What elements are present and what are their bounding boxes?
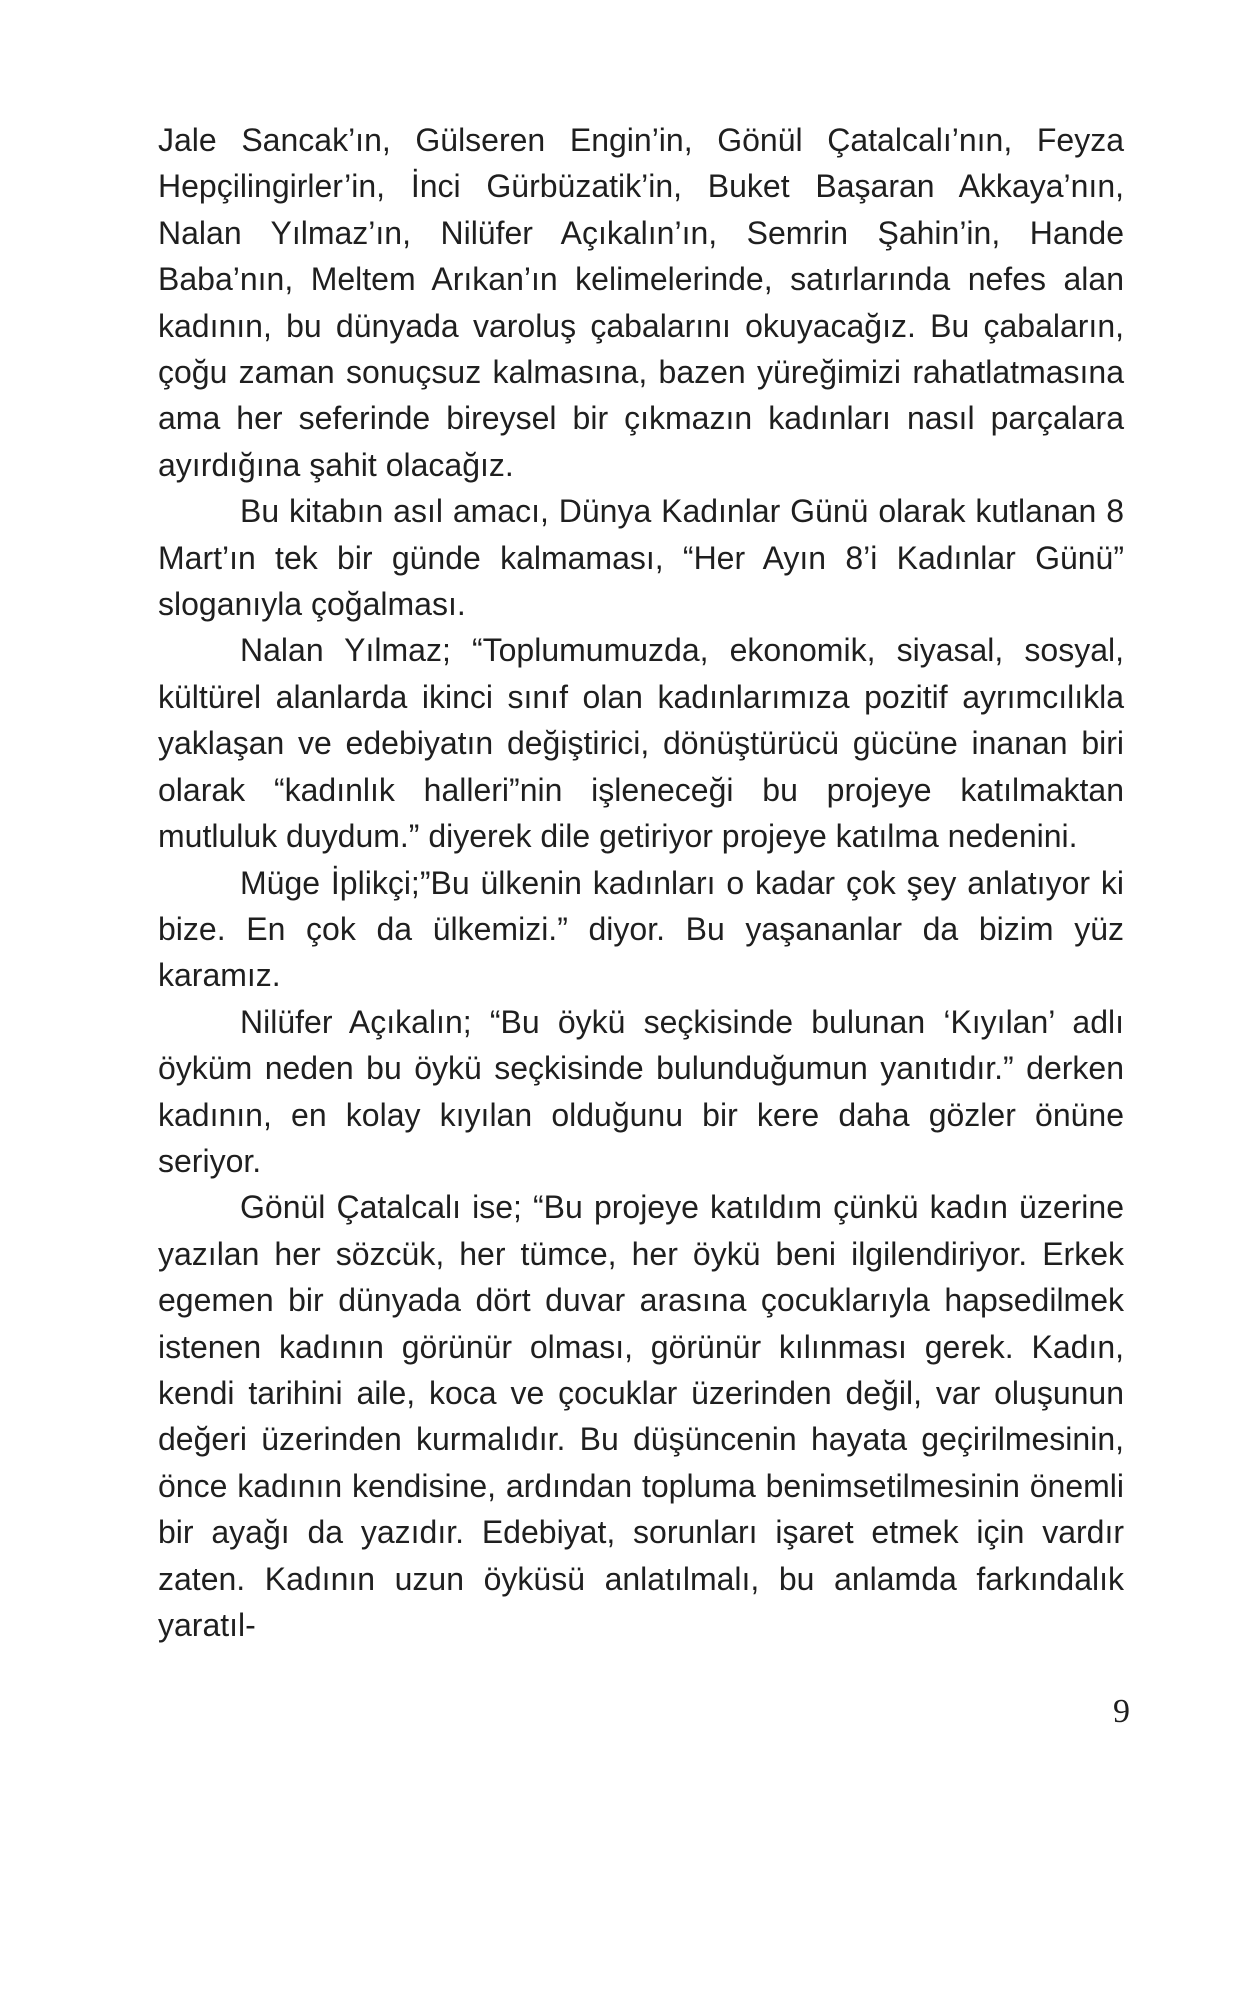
paragraph-contributors: Jale Sancak’ın, Gülseren Engin’in, Gönül Çatalcalı’nın, Feyza Hepçilingirler’in, İnci Gürbüzatik’in, Buket Başaran Akkaya’nın, Nalan Yılmaz’ın, Nilüfer Açıkalın’ın, Semrin Şahin’in, Hande Baba’nın, Meltem Arıkan’ın kelimelerinde, satırlarında nefes alan kadının, bu dünyada varoluş çabalarını okuyacağız. Bu çabaların, çoğu zaman sonuçsuz kalmasına, bazen yüreğimizi rahatlatmasına ama her seferinde bireysel bir çıkmazın kadınları nasıl parçalara ayırdığına şahit olacağız. (158, 122, 1124, 483)
paragraph-book-purpose: Bu kitabın asıl amacı, Dünya Kadınlar Günü olarak kutlanan 8 Mart’ın tek bir günde kalmaması, “Her Ayın 8’i Kadınlar Günü” sloganıyla çoğalması. (158, 493, 1124, 623)
paragraph-gonul-catalcali-quote: Gönül Çatalcalı ise; “Bu projeye katıldım çünkü kadın üzerine yazılan her sözcük, her tümce, her öykü beni ilgilendiriyor. Erkek egemen bir dünyada dört duvar arasına çocuklarıyla hapsedilmek istenen kadının görünür olması, görünür kılınması gerek. Kadın, kendi tarihini aile, koca ve çocuklar üzerinden değil, var oluşunun değeri üzerinden kurmalıdır. Bu düşüncenin hayata geçirilmesinin, önce kadının kendisine, ardından topluma benimsetilmesinin önemli bir ayağı da yazıdır. Edebiyat, sorunları işaret etmek için vardır zaten. Kadının uzun öyküsü anlatılmalı, bu anlamda farkındalık yaratıl- (158, 1189, 1124, 1643)
body-text (158, 117, 1124, 1648)
paragraph-muge-iplikci-quote: Müge İplikçi;”Bu ülkenin kadınları o kadar çok şey anlatıyor ki bize. En çok da ülkemizi.” diyor. Bu yaşananlar da bizim yüz karamız. (158, 864, 1124, 994)
paragraph-nalan-yilmaz-quote: Nalan Yılmaz; “Toplumumuzda, ekonomik, siyasal, sosyal, kültürel alanlarda ikinci sınıf olan kadınlarımıza pozitif ayrımcılıkla yaklaşan ve edebiyatın değiştirici, dönüştürücü gücüne inanan biri olarak “kadınlık halleri”nin işleneceği bu projeye katılmaktan mutluluk duydum.” diyerek dile getiriyor projeye katılma nedenini. (158, 632, 1124, 855)
paragraph-nilufer-acikalin-quote: Nilüfer Açıkalın; “Bu öykü seçkisinde bulunan ‘Kıyılan’ adlı öyküm neden bu öykü seçkisinde bulunduğumun yanıtıdır.” derken kadının, en kolay kıyılan olduğunu bir kere daha gözler önüne seriyor. (158, 1003, 1124, 1179)
page-number: 9 (1113, 1693, 1130, 1730)
